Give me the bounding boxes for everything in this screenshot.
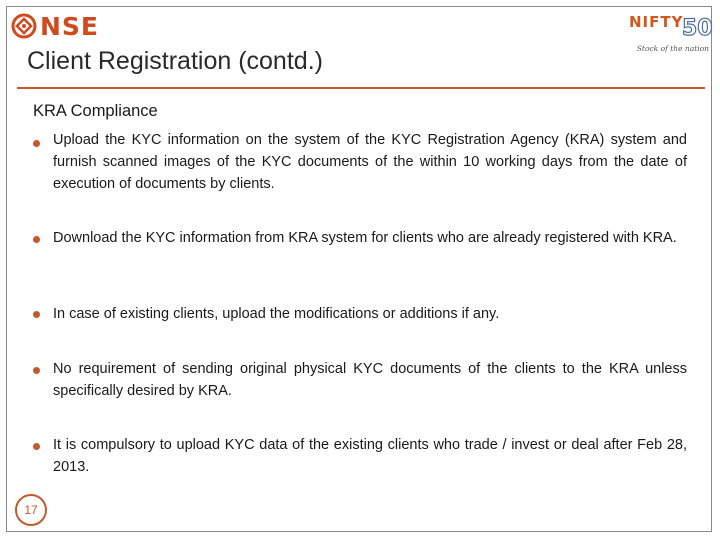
bullet-dot: [33, 367, 40, 374]
nifty-number: 50: [682, 16, 713, 41]
nifty-tagline: Stock of the nation: [636, 44, 709, 53]
nse-logo: [11, 11, 99, 41]
bullet-dot: [33, 236, 40, 243]
bullet-dot: [33, 140, 40, 147]
bullet-item: Upload the KYC information on the system of the KYC Registration Agency (KRA) system and furnish scanned images of the KYC documents of the within 10 working days from the date of execution of documents by clients.: [53, 132, 687, 192]
page-title: Client Registration (contd.): [27, 47, 323, 75]
bullet-item: It is compulsory to upload KYC data of the existing clients who trade / invest or deal after Feb 28, 2013.: [53, 437, 687, 475]
section-heading: KRA Compliance: [33, 102, 158, 120]
nse-wordmark: NSE: [40, 11, 100, 41]
bullet-item: In case of existing clients, upload the modifications or additions if any.: [53, 306, 500, 322]
nifty-50-mark: [681, 11, 713, 41]
header: [7, 7, 711, 87]
nifty-logo: [625, 11, 713, 57]
nifty-wordmark: NIFTY: [629, 13, 684, 31]
page-number: 17: [15, 494, 47, 526]
bullet-dot: [33, 311, 40, 318]
bullet-item: No requirement of sending original physical KYC documents of the clients to the KRA unless specifically desired by KRA.: [53, 361, 687, 399]
slide: [6, 6, 712, 532]
title-divider: [17, 87, 705, 89]
nse-emblem-icon: [11, 13, 37, 39]
bullet-dot: [33, 443, 40, 450]
bullet-item: Download the KYC information from KRA system for clients who are already registered with KRA.: [53, 230, 677, 246]
